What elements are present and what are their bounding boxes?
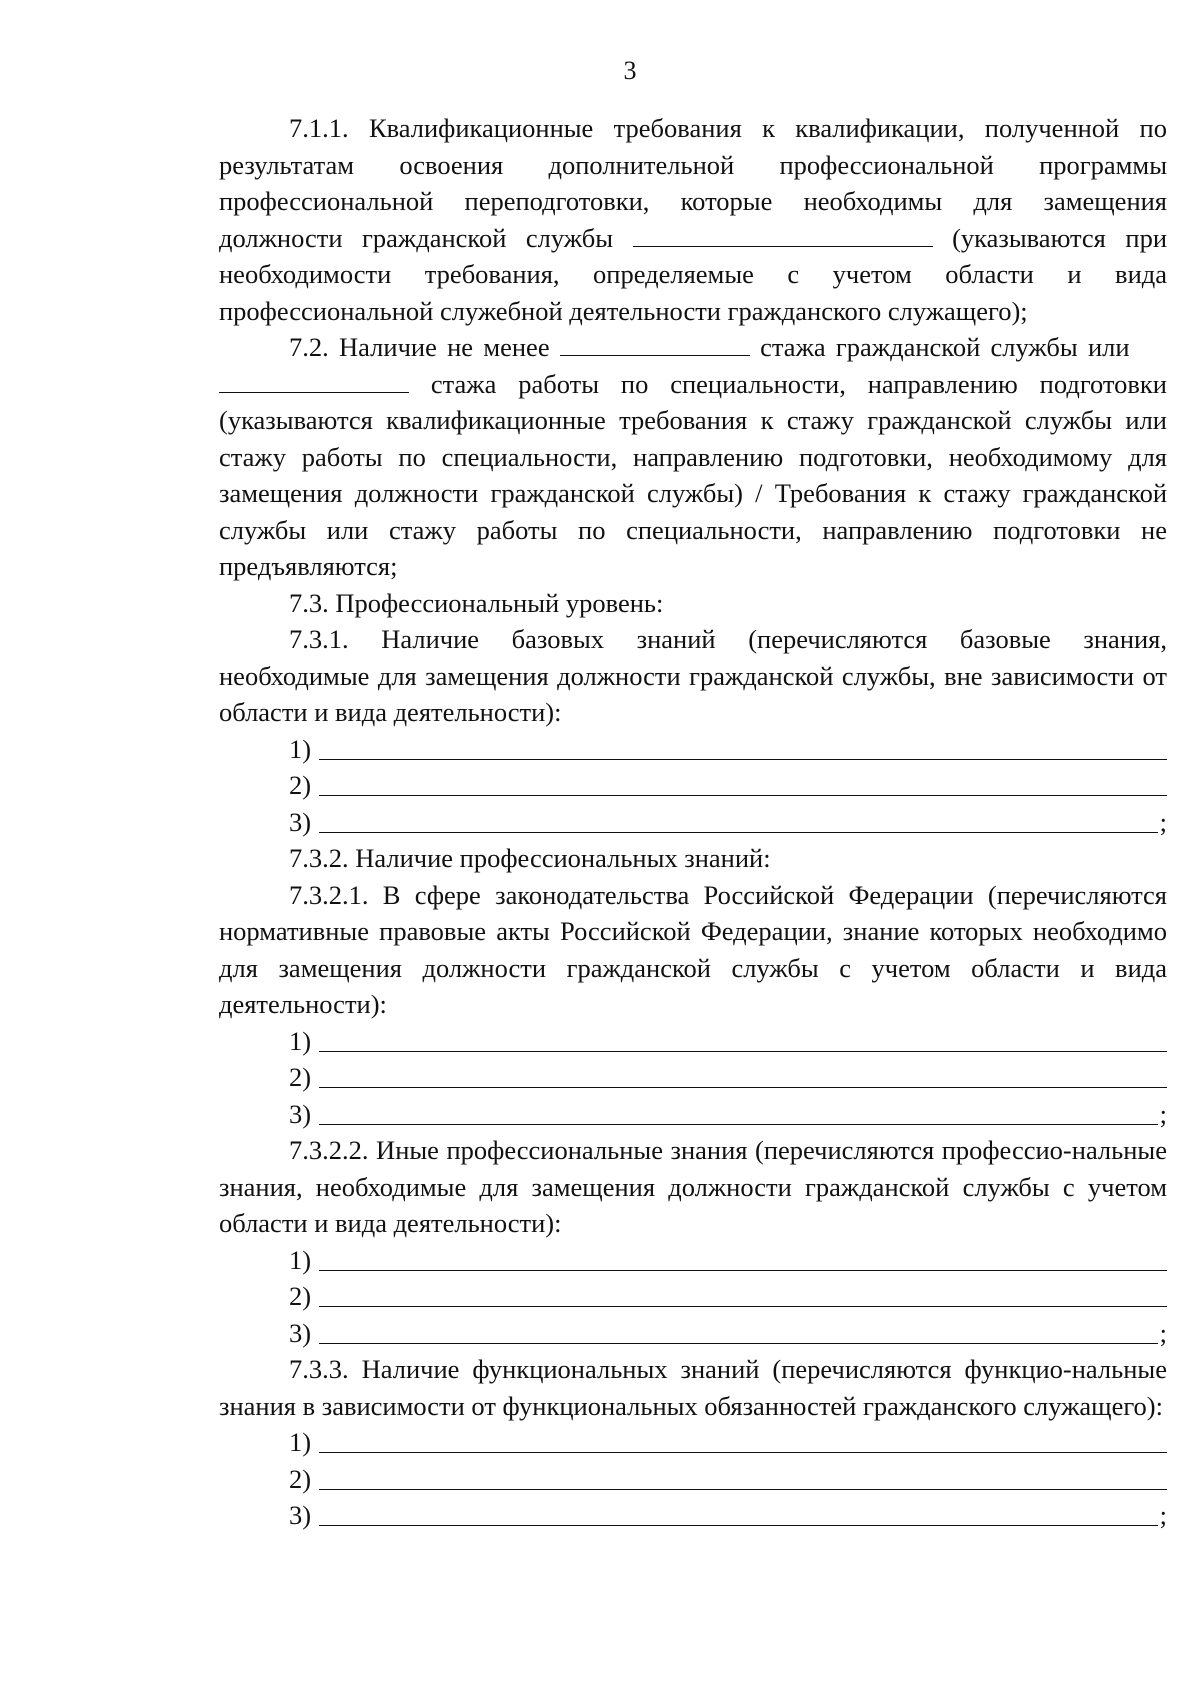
functional-knowledge-blank-3[interactable] <box>319 1501 1158 1526</box>
other-knowledge-item-2[interactable]: 2) <box>219 1278 1167 1315</box>
functional-knowledge-item-2[interactable]: 2) <box>219 1461 1167 1498</box>
functional-knowledge-item-1[interactable]: 1) <box>219 1424 1167 1461</box>
section-7-1-1 <box>219 110 1167 329</box>
functional-knowledge-blank-1[interactable] <box>319 1428 1167 1453</box>
section-7-3-2-2: 7.3.2.2. Иные профессиональные знания (перечисляются профессио-нальные знания, необходимые для замещения должности гражданской службы с учетом области и вида деятельности): <box>219 1135 1167 1238</box>
section-7-1-1-text: 7.1.1. Квалификационные требования к квалификации, полученной по результатам освоения дополнительной профессиональной программы профессиональной переподготовки, которые необходимы для замещения должности гражданской службы <box>219 113 1167 253</box>
other-knowledge-item-1[interactable]: 1) <box>219 1242 1167 1279</box>
section-7-3-2-1: 7.3.2.1. В сфере законодательства Российской Федерации (перечисляются нормативные правовые акты Российской Федерации, знание которых необходимо для замещения должности гражданской службы с учетом области и вида деятельности): <box>219 879 1167 1019</box>
basic-knowledge-blank-3[interactable] <box>319 808 1158 833</box>
functional-knowledge-item-3[interactable]: 3) ; <box>289 1500 1167 1530</box>
qualification-blank[interactable] <box>633 222 933 247</box>
section-7-3-3: 7.3.3. Наличие функциональных знаний (перечисляются функцио-нальные знания в зависимости от функциональных обязанностей гражданского служащего): <box>219 1354 1167 1421</box>
section-7-2 <box>219 329 1167 585</box>
specialty-experience-blank[interactable] <box>219 368 409 393</box>
section-7-3: 7.3. Профессиональный уровень: <box>289 587 664 618</box>
section-7-2-text-b: стажа гражданской службы или <box>760 332 1130 362</box>
section-7-3-1: 7.3.1. Наличие базовых знаний (перечисляются базовые знания, необходимые для замещения должности гражданской службы, вне зависимости от области и вида деятельности): <box>219 624 1167 727</box>
section-7-1-1-tail: (указываются при необходимости требования, определяемые с учетом области и вида профессиональной служебной деятельности гражданского служащего); <box>219 222 1167 326</box>
other-knowledge-blank-1[interactable] <box>319 1246 1167 1271</box>
basic-knowledge-item-2[interactable]: 2) <box>219 767 1167 804</box>
legislation-blank-1[interactable] <box>319 1027 1167 1052</box>
document-body <box>219 110 1167 1534</box>
section-7-2-text-a: 7.2. Наличие не менее <box>289 332 550 362</box>
section-7-3-2: 7.3.2. Наличие профессиональных знаний: <box>289 843 771 873</box>
legislation-blank-3[interactable] <box>319 1100 1158 1125</box>
basic-knowledge-blank-1[interactable] <box>319 735 1167 760</box>
other-knowledge-blank-3[interactable] <box>319 1319 1158 1344</box>
basic-knowledge-item-3[interactable]: 3) ; <box>289 806 1167 837</box>
basic-knowledge-item-1[interactable]: 1) <box>219 731 1167 768</box>
legislation-item-3[interactable]: 3) ; <box>289 1098 1167 1129</box>
civil-service-experience-blank[interactable] <box>560 331 750 356</box>
legislation-item-2[interactable]: 2) <box>219 1059 1167 1096</box>
section-7-2-text-c: стажа работы по специальности, направлению подготовки (указываются квалификационные требования к стажу гражданской службы или стажу работы по специальности, направлению подготовки, необходимому для замещения должности гражданской службы) / Требования к стажу гражданской службы или стажу работы по специальности, направлению подготовки не предъявляются; <box>219 368 1167 581</box>
legislation-blank-2[interactable] <box>319 1063 1167 1088</box>
page-number: 3 <box>623 56 637 85</box>
other-knowledge-blank-2[interactable] <box>319 1282 1167 1307</box>
functional-knowledge-blank-2[interactable] <box>319 1465 1167 1490</box>
legislation-item-1[interactable]: 1) <box>219 1023 1167 1060</box>
basic-knowledge-blank-2[interactable] <box>319 771 1167 796</box>
other-knowledge-item-3[interactable]: 3) ; <box>289 1317 1167 1348</box>
